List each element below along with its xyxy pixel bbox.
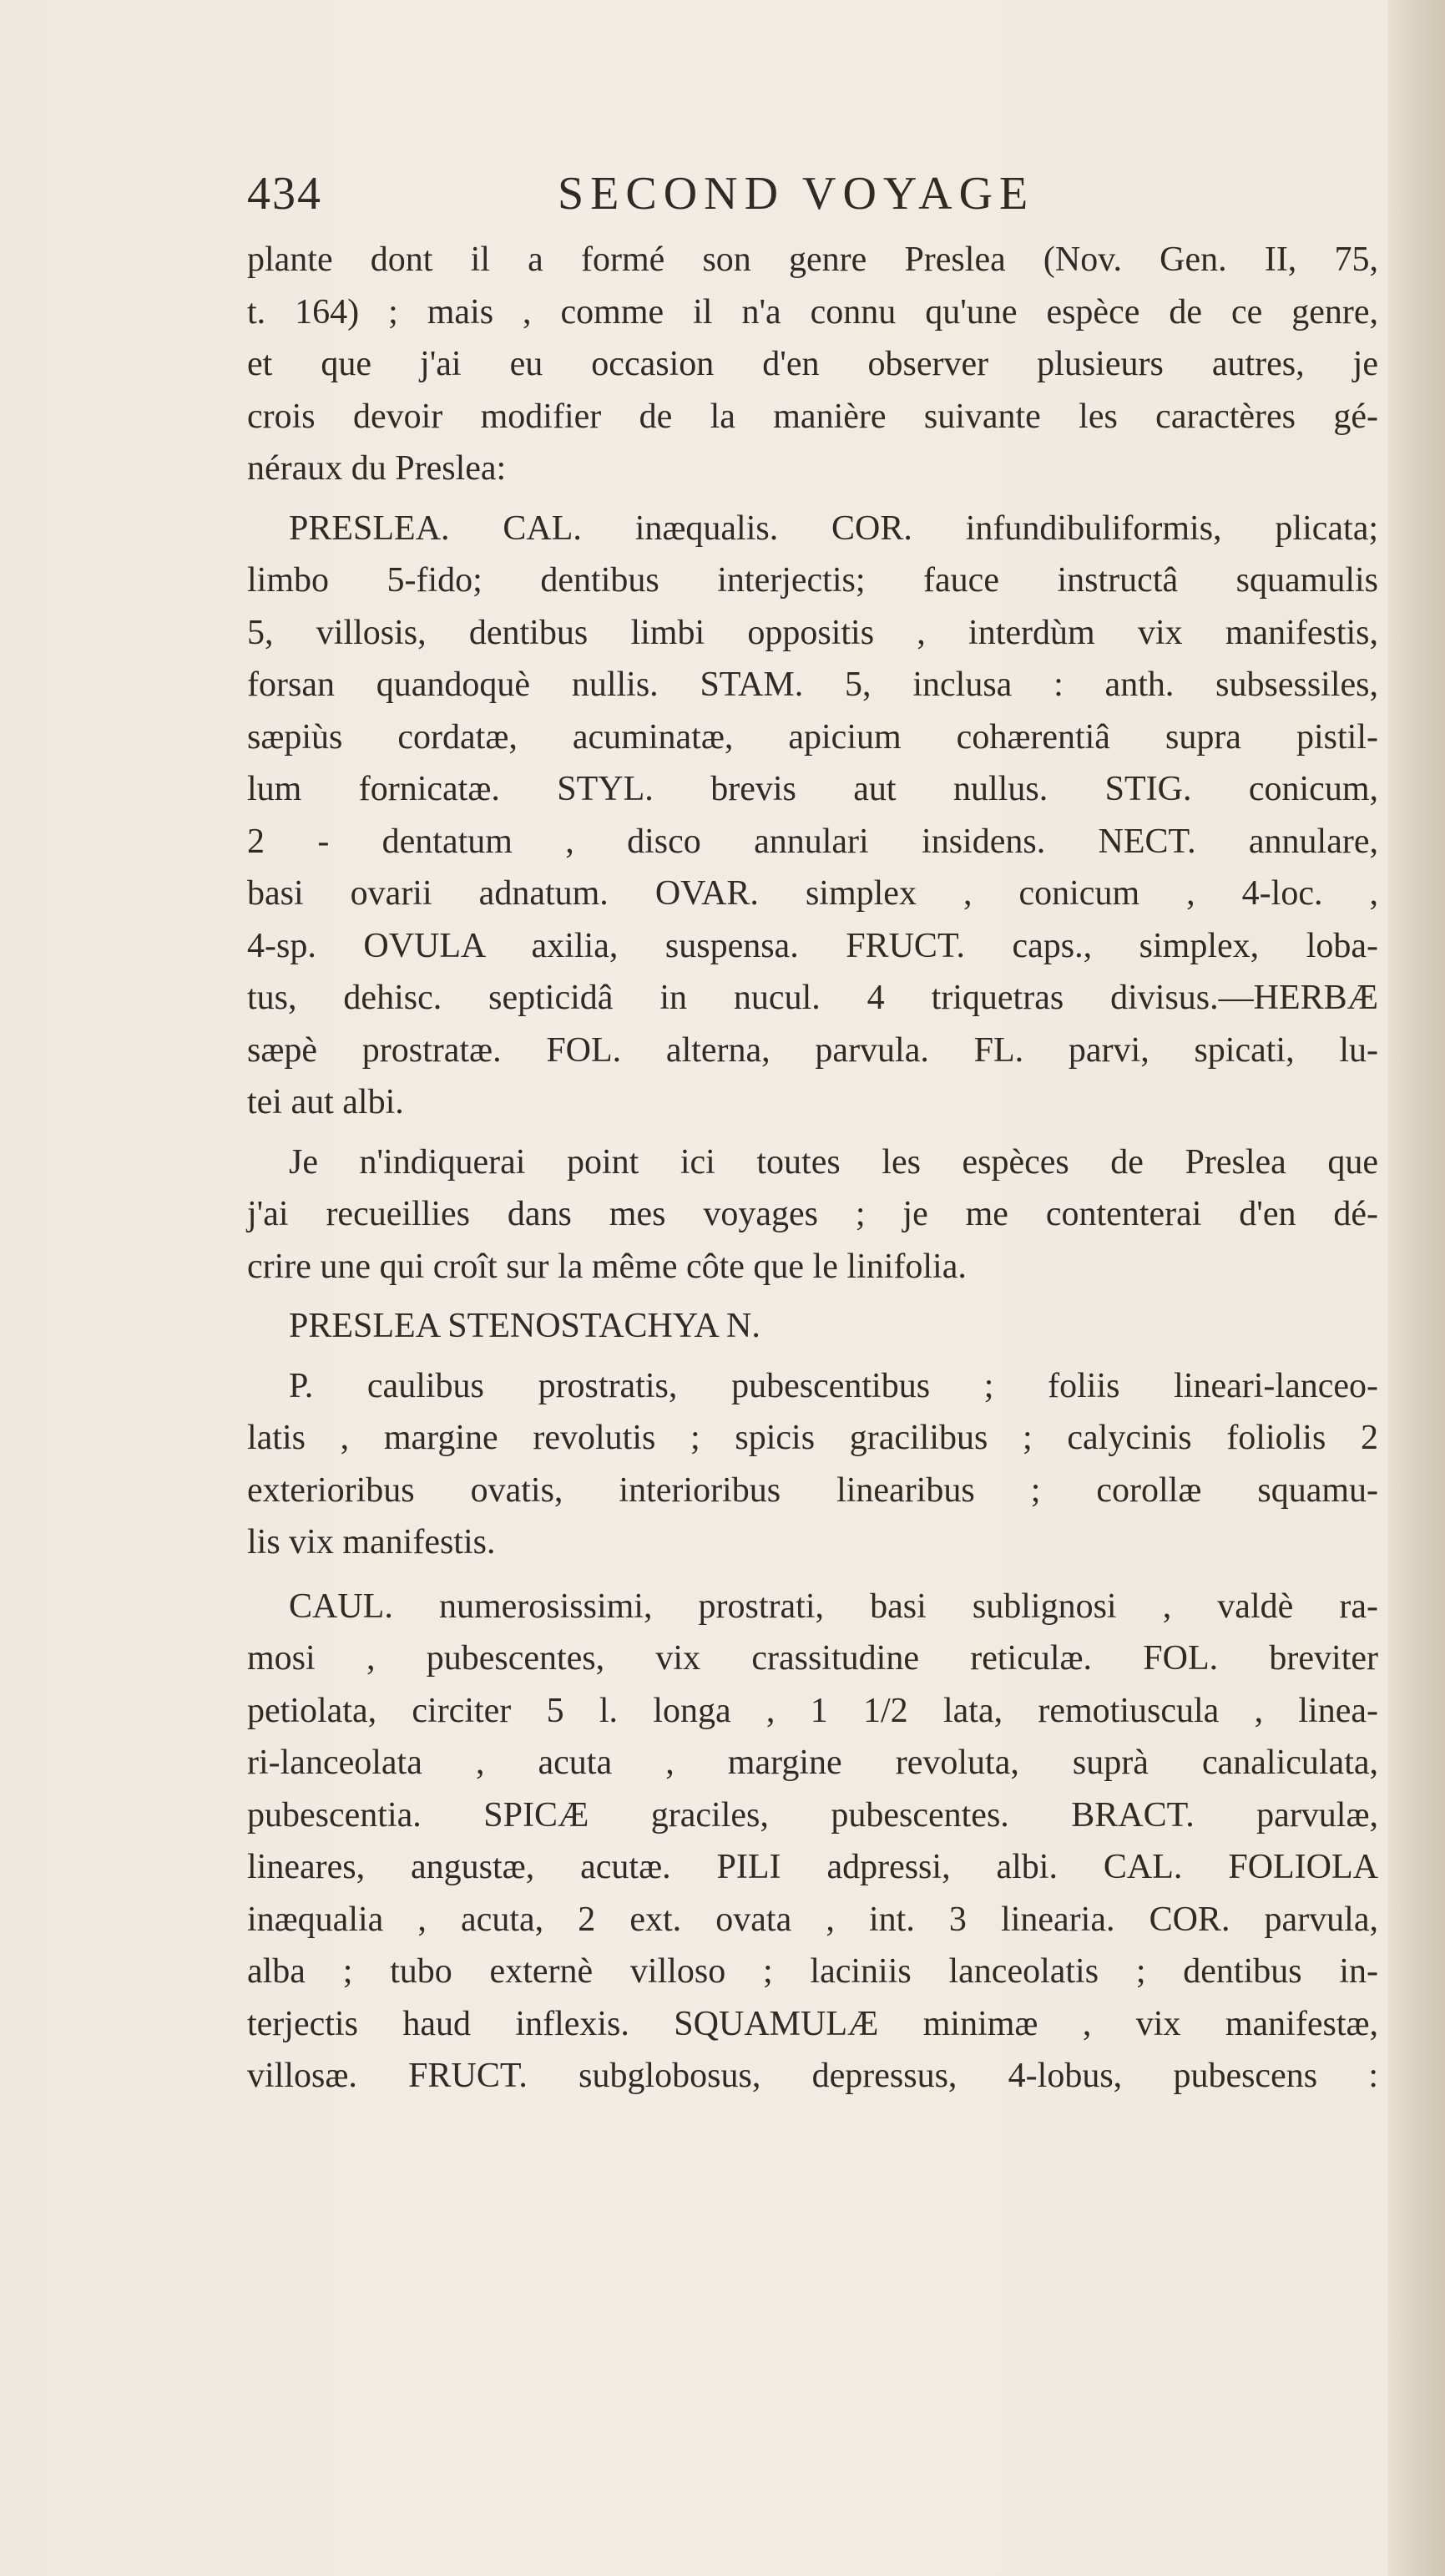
text-line: lineares, angustæ, acutæ. PILI adpressi, albi. CAL. FOLIOLA [247, 1848, 1378, 1886]
text-line: inæqualia , acuta, 2 ext. ovata , int. 3 linearia. COR. parvula, [247, 1900, 1378, 1939]
text-line: villosæ. FRUCT. subglobosus, depressus, 4-lobus, pubescens : [247, 2057, 1378, 2095]
text-line: 4-sp. OVULA axilia, suspensa. FRUCT. caps., simplex, loba- [247, 926, 1378, 965]
text-line: terjectis haud inflexis. SQUAMULÆ minimæ , vix manifestæ, [247, 2004, 1378, 2043]
text-line: petiolata, circiter 5 l. longa , 1 1/2 lata, remotiuscula , linea- [247, 1691, 1378, 1730]
text-line: ri-lanceolata , acuta , margine revoluta, suprà canaliculata, [247, 1743, 1378, 1782]
text-line: exterioribus ovatis, interioribus linearibus ; corollæ squamu- [247, 1470, 1378, 1510]
text-line: sæpiùs cordatæ, acuminatæ, apicium cohærentiâ supra pistil- [247, 717, 1378, 757]
text-line: et que j'ai eu occasion d'en observer plusieurs autres, je [247, 345, 1378, 383]
text-line: crois devoir modifier de la manière suivante les caractères gé- [247, 397, 1378, 436]
text-line: j'ai recueillies dans mes voyages ; je me contenterai d'en dé- [247, 1195, 1378, 1233]
text-line: crire une qui croît sur la même côte que le linifolia. [247, 1247, 967, 1286]
text-line: néraux du Preslea: [247, 449, 507, 488]
page-number: 434 [247, 168, 322, 220]
text-line: sæpè prostratæ. FOL. alterna, parvula. FL. parvi, spicati, lu- [247, 1030, 1378, 1070]
species-heading: PRESLEA STENOSTACHYA N. [289, 1307, 760, 1345]
text-line: 2 - dentatum , disco annulari insidens. NECT. annulare, [247, 822, 1378, 861]
running-title: SECOND VOYAGE [558, 168, 1035, 220]
text-line: pubescentia. SPICÆ graciles, pubescentes. BRACT. parvulæ, [247, 1795, 1378, 1835]
text-line: forsan quandoquè nullis. STAM. 5, inclusa : anth. subsessiles, [247, 666, 1378, 704]
text-line: tus, dehisc. septicidâ in nucul. 4 triquetras divisus.—HERBÆ [247, 979, 1378, 1017]
text-line: plante dont il a formé son genre Preslea (Nov. Gen. II, 75, [247, 240, 1378, 279]
text-line: alba ; tubo externè villoso ; laciniis lanceolatis ; dentibus in- [247, 1952, 1378, 1991]
text-line: mosi , pubescentes, vix crassitudine reticulæ. FOL. breviter [247, 1639, 1378, 1678]
text-line: lis vix manifestis. [247, 1523, 496, 1561]
text-line: latis , margine revolutis ; spicis gracilibus ; calycinis foliolis 2 [247, 1419, 1378, 1457]
text-line: basi ovarii adnatum. OVAR. simplex , conicum , 4-loc. , [247, 874, 1378, 913]
text-line: limbo 5-fido; dentibus interjectis; fauce instructâ squamulis [247, 561, 1378, 600]
body-text [247, 234, 1378, 2103]
text-line: t. 164) ; mais , comme il n'a connu qu'une espèce de ce genre, [247, 292, 1378, 331]
text-line: CAUL. numerosissimi, prostrati, basi sublignosi , valdè ra- [289, 1587, 1378, 1626]
page-header [247, 167, 1382, 225]
text-line: 5, villosis, dentibus limbi oppositis , interdùm vix manifestis, [247, 613, 1378, 652]
text-line: Je n'indiquerai point ici toutes les espèces de Preslea que [289, 1142, 1378, 1182]
page-binding-edge [1388, 0, 1445, 2576]
genus-description-line: PRESLEA. CAL. inæqualis. COR. infundibuliformis, plicata; [289, 509, 1378, 548]
text-line: lum fornicatæ. STYL. brevis aut nullus. STIG. conicum, [247, 770, 1378, 808]
text-line: tei aut albi. [247, 1083, 404, 1121]
text-line: P. caulibus prostratis, pubescentibus ; foliis lineari-lanceo- [289, 1366, 1378, 1405]
